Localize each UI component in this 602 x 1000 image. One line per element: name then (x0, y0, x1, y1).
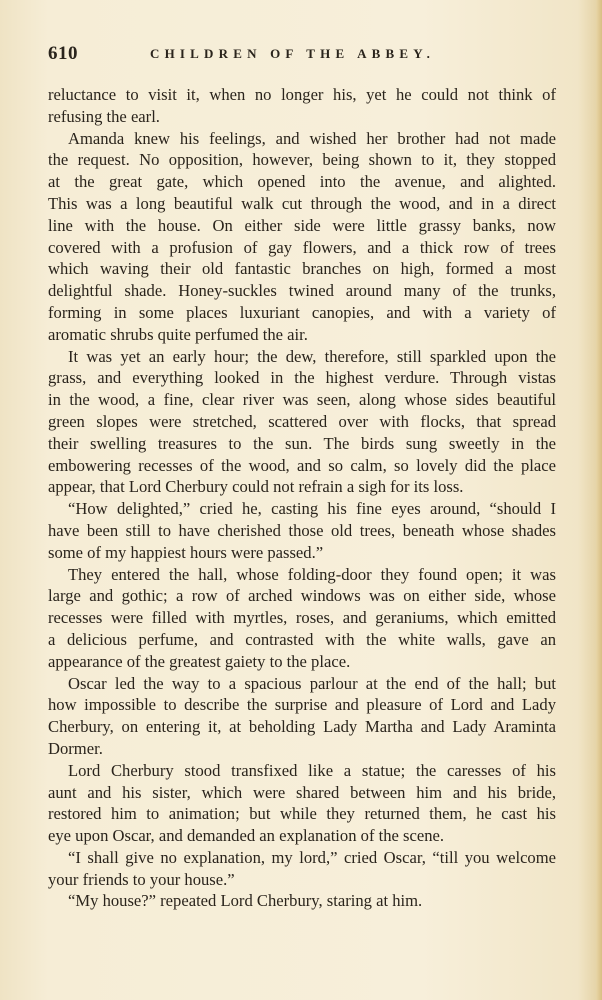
text-line: “My house?” repeated Lord Cherbury, staring at him. (68, 891, 423, 911)
text-line: how impossible to describe the surprise and pleasure of Lord and Lady (48, 695, 556, 715)
text-line: restored him to animation; but while they returned them, he cast his (48, 804, 556, 824)
text-line: delightful shade. Honey-suckles twined around many of the trunks, (48, 281, 556, 301)
text-line: forming in some places luxuriant canopies, and with a variety of (48, 302, 556, 322)
text-line: in the wood, a fine, clear river was seen, along whose sides beautiful (48, 390, 556, 410)
text-line: their swelling treasures to the sun. The birds sung sweetly in the (48, 433, 556, 453)
text-line: appear, that Lord Cherbury could not refrain a sigh for its loss. (48, 477, 464, 497)
text-line: refusing the earl. (48, 106, 160, 126)
text-line: have been still to have cherished those old trees, beneath whose shades (48, 520, 556, 540)
text-line: green slopes were stretched, scattered over with flocks, that spread (48, 411, 556, 431)
text-line: appearance of the greatest gaiety to the place. (48, 651, 351, 671)
text-line: This was a long beautiful walk cut through the wood, and in a direct (48, 193, 556, 213)
text-line: reluctance to visit it, when no longer his, yet he could not think of (48, 85, 556, 104)
text-line: recesses were filled with myrtles, roses, and geraniums, which emitted (48, 608, 556, 628)
text-line: a delicious perfume, and contrasted with the white walls, gave an (48, 629, 556, 649)
text-line: They entered the hall, whose folding-door they found open; it was (68, 564, 556, 584)
text-line: eye upon Oscar, and demanded an explanation of the scene. (48, 826, 445, 846)
text-line: Lord Cherbury stood transfixed like a statue; the caresses of his (68, 760, 556, 780)
text-line: which waving their old fantastic branches on high, formed a most (48, 259, 556, 279)
text-line: “I shall give no explanation, my lord,” cried Oscar, “till you welcome (68, 847, 556, 867)
book-title: CHILDREN OF THE ABBEY. (150, 46, 436, 61)
text-line: aromatic shrubs quite perfumed the air. (48, 324, 308, 344)
page-number: 610 (48, 43, 78, 64)
text-line: Oscar led the way to a spacious parlour at the end of the hall; but (68, 673, 556, 693)
text-line: covered with a profusion of gay flowers, and a thick row of trees (48, 237, 556, 257)
text-line: line with the house. On either side were little grassy banks, now (48, 215, 556, 235)
page-edge (596, 0, 602, 1000)
text-line: some of my happiest hours were passed.” (48, 542, 324, 562)
text-line: embowering recesses of the wood, and so calm, so lovely did the place (48, 455, 556, 475)
body-text (48, 84, 556, 912)
text-line: Amanda knew his feelings, and wished her brother had not made (68, 128, 556, 148)
running-head (48, 43, 560, 65)
text-line: “How delighted,” cried he, casting his fine eyes around, “should I (68, 499, 556, 519)
text-line: aunt and his sister, which were shared between him and his bride, (48, 782, 556, 802)
text-line: at the great gate, which opened into the avenue, and alighted. (48, 172, 556, 192)
text-line: large and gothic; a row of arched windows was on either side, whose (48, 586, 556, 606)
text-line: grass, and everything looked in the highest verdure. Through vistas (48, 368, 556, 388)
text-line: Cherbury, on entering it, at beholding Lady Martha and Lady Araminta (48, 717, 556, 737)
text-line: Dormer. (48, 738, 103, 758)
text-line: the request. No opposition, however, being shown to it, they stopped (48, 150, 556, 170)
text-line: your friends to your house.” (48, 869, 235, 889)
text-line: It was yet an early hour; the dew, therefore, still sparkled upon the (68, 346, 556, 366)
